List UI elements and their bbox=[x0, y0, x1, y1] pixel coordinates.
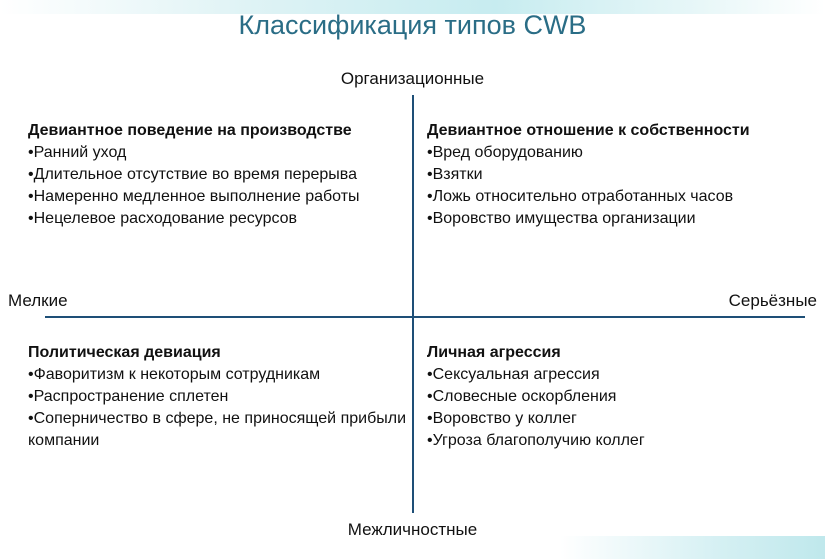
list-item: • Длительное отсутствие во время перерыва bbox=[28, 164, 406, 186]
quadrant-heading: Политическая девиация bbox=[28, 344, 221, 361]
list-item: • Ложь относительно отработанных часов bbox=[427, 186, 819, 208]
list-item: • Воровство у коллег bbox=[427, 408, 819, 430]
quadrant-heading: Личная агрессия bbox=[427, 344, 561, 361]
list-item: • Сексуальная агрессия bbox=[427, 364, 819, 386]
quadrant-heading: Девиантное отношение к собственности bbox=[427, 122, 750, 139]
list-item: • Намеренно медленное выполнение работы bbox=[28, 186, 406, 208]
quadrant-list bbox=[427, 142, 819, 230]
list-item: • Угроза благополучию коллег bbox=[427, 430, 819, 452]
axis-label-right: Серьёзные bbox=[728, 291, 817, 310]
quadrant-top-right bbox=[427, 120, 819, 230]
quadrant-bottom-right bbox=[427, 342, 819, 452]
quadrant-list bbox=[28, 142, 406, 230]
quadrant-top-left bbox=[28, 120, 406, 230]
axis-label-top: Организационные bbox=[340, 69, 485, 88]
vertical-axis-line bbox=[412, 95, 414, 513]
list-item: • Взятки bbox=[427, 164, 819, 186]
quadrant-heading: Девиантное поведение на производстве bbox=[28, 122, 352, 139]
list-item: • Воровство имущества организации bbox=[427, 208, 819, 230]
axis-label-left: Мелкие bbox=[8, 291, 68, 310]
list-item: • Фаворитизм к некоторым сотрудникам bbox=[28, 364, 406, 386]
list-item: • Распространение сплетен bbox=[28, 386, 406, 408]
slide-title: Классификация типов CWB bbox=[238, 10, 587, 40]
list-item: • Ранний уход bbox=[28, 142, 406, 164]
list-item: • Вред оборудованию bbox=[427, 142, 819, 164]
list-item: • Нецелевое расходование ресурсов bbox=[28, 208, 406, 230]
list-item: • Словесные оскорбления bbox=[427, 386, 819, 408]
list-item: • Соперничество в сфере, не приносящей прибыли компании bbox=[28, 408, 406, 452]
horizontal-axis-line bbox=[45, 316, 805, 318]
quadrant-list bbox=[28, 364, 406, 452]
quadrant-bottom-left bbox=[28, 342, 406, 452]
axis-label-bottom: Межличностные bbox=[347, 520, 478, 539]
quadrant-list bbox=[427, 364, 819, 452]
